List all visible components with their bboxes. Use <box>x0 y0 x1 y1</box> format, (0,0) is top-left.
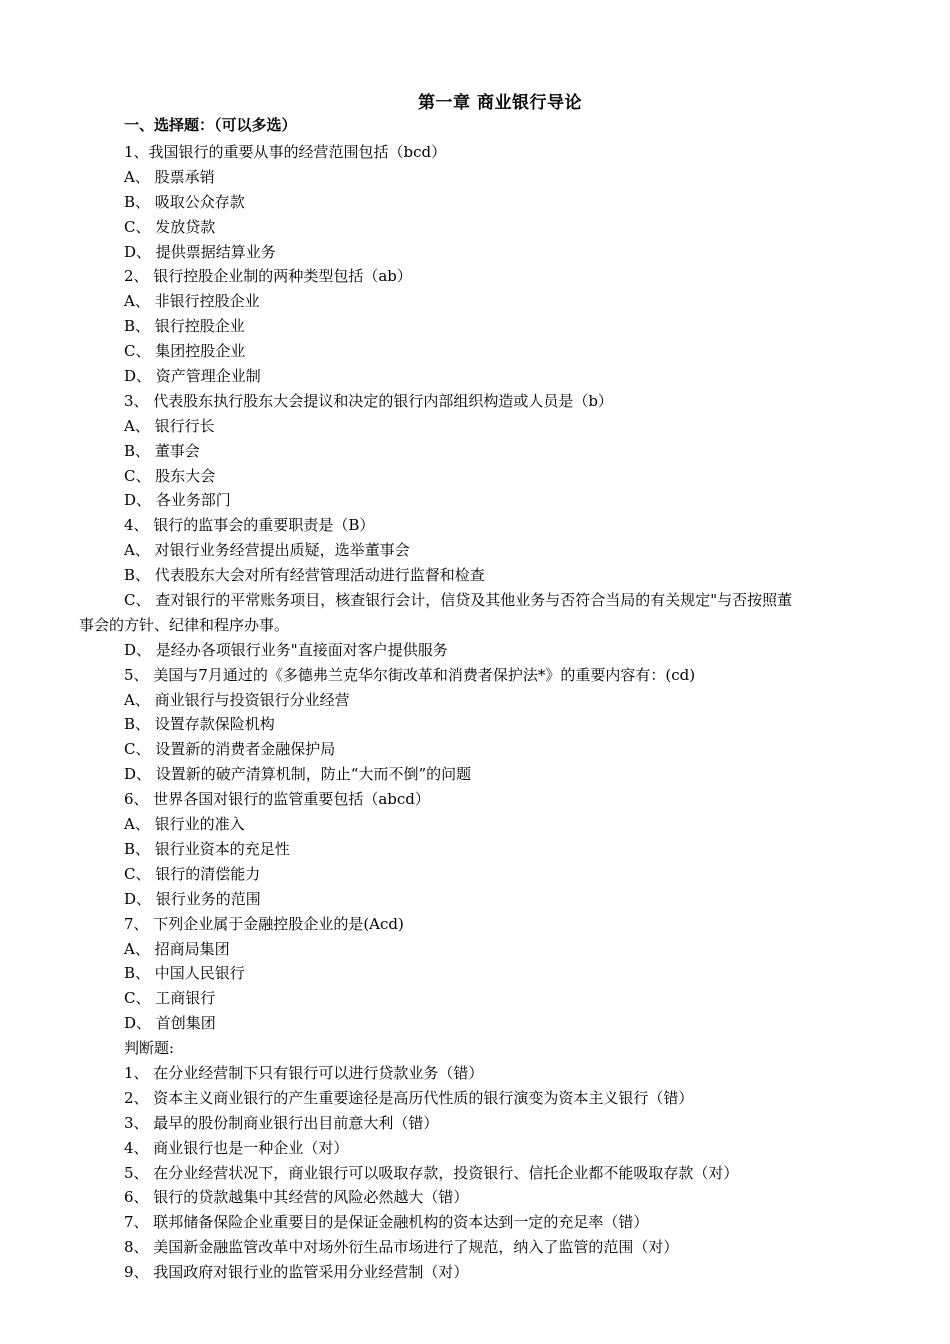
text-line: 7、 下列企业属于金融控股企业的是(Acd) <box>124 914 404 933</box>
text-line: C、 设置新的消费者金融保护局 <box>124 740 336 759</box>
text-line: 6、 银行的贷款越集中其经营的风险必然越大（错） <box>124 1188 469 1207</box>
text-line: A、 非银行控股企业 <box>124 292 260 311</box>
text-line: 1、我国银行的重要从事的经营范围包括（bcd） <box>124 143 447 161</box>
text-line: 9、 我国政府对银行业的监管采用分业经营制（对） <box>124 1263 469 1282</box>
text-line: D、 各业务部门 <box>124 491 231 510</box>
text-line: B、 吸取公众存款 <box>124 192 245 211</box>
text-line: A、 对银行业务经营提出质疑，选举董事会 <box>124 541 410 560</box>
text-line: C、 集团控股企业 <box>124 342 246 361</box>
text-line: D、 提供票据结算业务 <box>124 242 276 261</box>
chapter-title: 第一章 商业银行导论 <box>418 93 582 113</box>
text-line: 3、 代表股东执行股东大会提议和决定的银行内部组织构造或人员是（b） <box>124 391 613 410</box>
text-line: 4、 商业银行也是一种企业（对） <box>124 1138 349 1157</box>
text-line: 8、 美国新金融监管改革中对场外衍生品市场进行了规范，纳入了监管的范围（对） <box>124 1238 679 1257</box>
text-line: 2、 资本主义商业银行的产生重要途径是高历代性质的银行演变为资本主义银行（错） <box>124 1088 694 1107</box>
text-line: 事会的方针、纪律和程序办事。 <box>79 615 290 634</box>
text-line: A、 银行行长 <box>124 416 215 435</box>
text-line: A、 银行业的准入 <box>124 815 245 834</box>
text-line: B、 董事会 <box>124 441 200 460</box>
text-line: 5、 在分业经营状况下，商业银行可以吸取存款，投资银行、信托企业都不能吸取存款（对） <box>124 1163 739 1182</box>
text-lines <box>0 140 950 1285</box>
text-line: 5、 美国与7月通过的《多德弗兰克华尔街改革和消费者保护法*》的重要内容有：(cd) <box>124 665 696 684</box>
text-line: C、 银行的清偿能力 <box>124 864 261 883</box>
text-line: B、 代表股东大会对所有经营管理活动进行监督和检查 <box>124 566 485 585</box>
text-line: 1、 在分业经营制下只有银行可以进行贷款业务（错） <box>124 1063 484 1082</box>
text-line: A、 招商局集团 <box>124 939 230 958</box>
section-heading: 一、选择题：（可以多选） <box>124 116 297 134</box>
text-line: B、 中国人民银行 <box>124 964 245 983</box>
text-line: C、 查对银行的平常账务项目，核查银行会计，信贷及其他业务与否符合当局的有关规定"与否按照董 <box>124 591 793 610</box>
text-line: 判断题: <box>124 1039 175 1058</box>
text-line: D、 是经办各项银行业务"直接面对客户提供服务 <box>124 640 448 659</box>
text-line: 6、 世界各国对银行的监管重要包括（abcd） <box>124 790 430 809</box>
text-line: D、 资产管理企业制 <box>124 367 261 386</box>
text-line: C、 发放贷款 <box>124 217 216 236</box>
text-line: A、 商业银行与投资银行分业经营 <box>124 690 350 709</box>
text-line: B、 设置存款保险机构 <box>124 715 275 734</box>
text-line: C、 工商银行 <box>124 989 216 1008</box>
text-line: 3、 最早的股份制商业银行出目前意大利（错） <box>124 1113 439 1132</box>
text-line: D、 设置新的破产清算机制，防止“大而不倒”的问题 <box>124 765 472 784</box>
text-line: D、 首创集团 <box>124 1014 216 1033</box>
text-line: 4、 银行的监事会的重要职责是（B） <box>124 516 375 535</box>
text-line: B、 银行控股企业 <box>124 317 245 336</box>
text-line: A、 股票承销 <box>124 167 215 186</box>
text-line: 2、 银行控股企业制的两种类型包括（ab） <box>124 267 412 286</box>
text-line: B、 银行业资本的充足性 <box>124 839 290 858</box>
text-line: 7、 联邦储备保险企业重要目的是保证金融机构的资本达到一定的充足率（错） <box>124 1213 649 1232</box>
text-line: C、 股东大会 <box>124 466 216 485</box>
text-line: D、 银行业务的范围 <box>124 889 261 908</box>
